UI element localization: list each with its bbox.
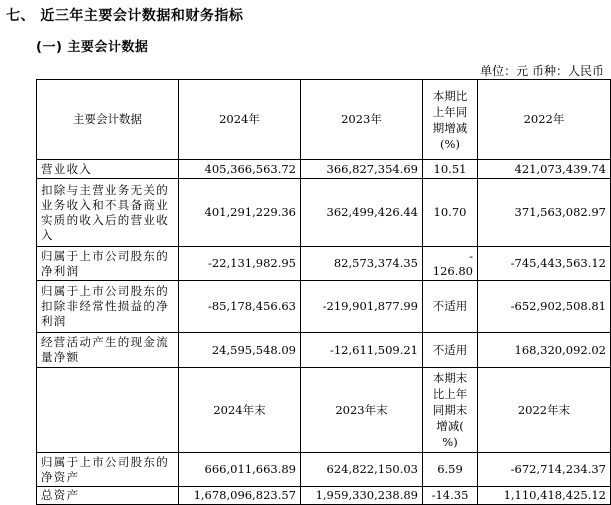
row-value-2023: -219,901,877.99: [301, 281, 423, 333]
row-value-2022: -672,714,234.37: [478, 453, 611, 487]
row-label: 扣除与主营业务无关的业务收入和不具备商业实质的收入后的营业收入: [37, 179, 179, 247]
header-blank-cell: [37, 368, 179, 453]
row-value-2023: 82,573,374.35: [301, 247, 423, 281]
row-value-2023: 366,827,354.69: [301, 160, 423, 179]
row-label: 归属于上市公司股东的扣除非经常性损益的净利润: [37, 281, 179, 333]
row-value-2023: -12,611,509.21: [301, 333, 423, 368]
section-title: 七、 近三年主要会计数据和财务指标: [6, 8, 244, 24]
table-row: [37, 487, 611, 505]
row-value-2023: 624,822,150.03: [301, 453, 423, 487]
row-value-2023: 1,959,330,238.89: [301, 487, 423, 505]
row-value-2024: 405,366,563.72: [179, 160, 301, 179]
header-2024-end: 2024年末: [179, 368, 301, 453]
row-change: 6.59: [423, 453, 478, 487]
header-2022-end: 2022年末: [478, 368, 611, 453]
row-value-2022: -745,443,563.12: [478, 247, 611, 281]
row-change: 不适用: [423, 333, 478, 368]
header-change: 本期比 上年同 期增减 (%): [423, 80, 478, 160]
row-label: 总资产: [37, 487, 179, 505]
row-value-2023: 362,499,426.44: [301, 179, 423, 247]
header-item: 主要会计数据: [37, 80, 179, 160]
row-value-2022: -652,902,508.81: [478, 281, 611, 333]
unit-currency-line: 单位：元 币种：人民币: [480, 64, 604, 78]
subsection-title: (一) 主要会计数据: [36, 40, 149, 55]
row-label: 归属于上市公司股东的净资产: [37, 453, 179, 487]
accounting-data-table: [36, 79, 611, 505]
row-value-2022: 1,110,418,425.12: [478, 487, 611, 505]
row-value-2024: 1,678,096,823.57: [179, 487, 301, 505]
row-value-2024: -85,178,456.63: [179, 281, 301, 333]
row-label: 归属于上市公司股东的净利润: [37, 247, 179, 281]
header-2022: 2022年: [478, 80, 611, 160]
row-value-2024: 666,011,663.89: [179, 453, 301, 487]
table1-header-row: [37, 80, 611, 160]
row-change: 不适用: [423, 281, 478, 333]
row-label: 营业收入: [37, 160, 179, 179]
row-value-2022: 168,320,092.02: [478, 333, 611, 368]
header-2024: 2024年: [179, 80, 301, 160]
row-value-2024: 401,291,229.36: [179, 179, 301, 247]
row-value-2022: 371,563,082.97: [478, 179, 611, 247]
row-value-2022: 421,073,439.74: [478, 160, 611, 179]
table2-header-row: [37, 368, 611, 453]
header-2023: 2023年: [301, 80, 423, 160]
table-row: [37, 247, 611, 281]
row-change: 10.70: [423, 179, 478, 247]
table-row: [37, 281, 611, 333]
table-row: [37, 453, 611, 487]
table-row: [37, 179, 611, 247]
table-row: [37, 160, 611, 179]
header-change-end: 本期末 比上年 同期末 增减( %): [423, 368, 478, 453]
row-value-2024: -22,131,982.95: [179, 247, 301, 281]
row-change: -14.35: [423, 487, 478, 505]
row-label: 经营活动产生的现金流量净额: [37, 333, 179, 368]
header-2023-end: 2023年末: [301, 368, 423, 453]
row-change: 10.51: [423, 160, 478, 179]
table-row: [37, 333, 611, 368]
row-value-2024: 24,595,548.09: [179, 333, 301, 368]
row-change: - 126.80: [423, 247, 478, 281]
